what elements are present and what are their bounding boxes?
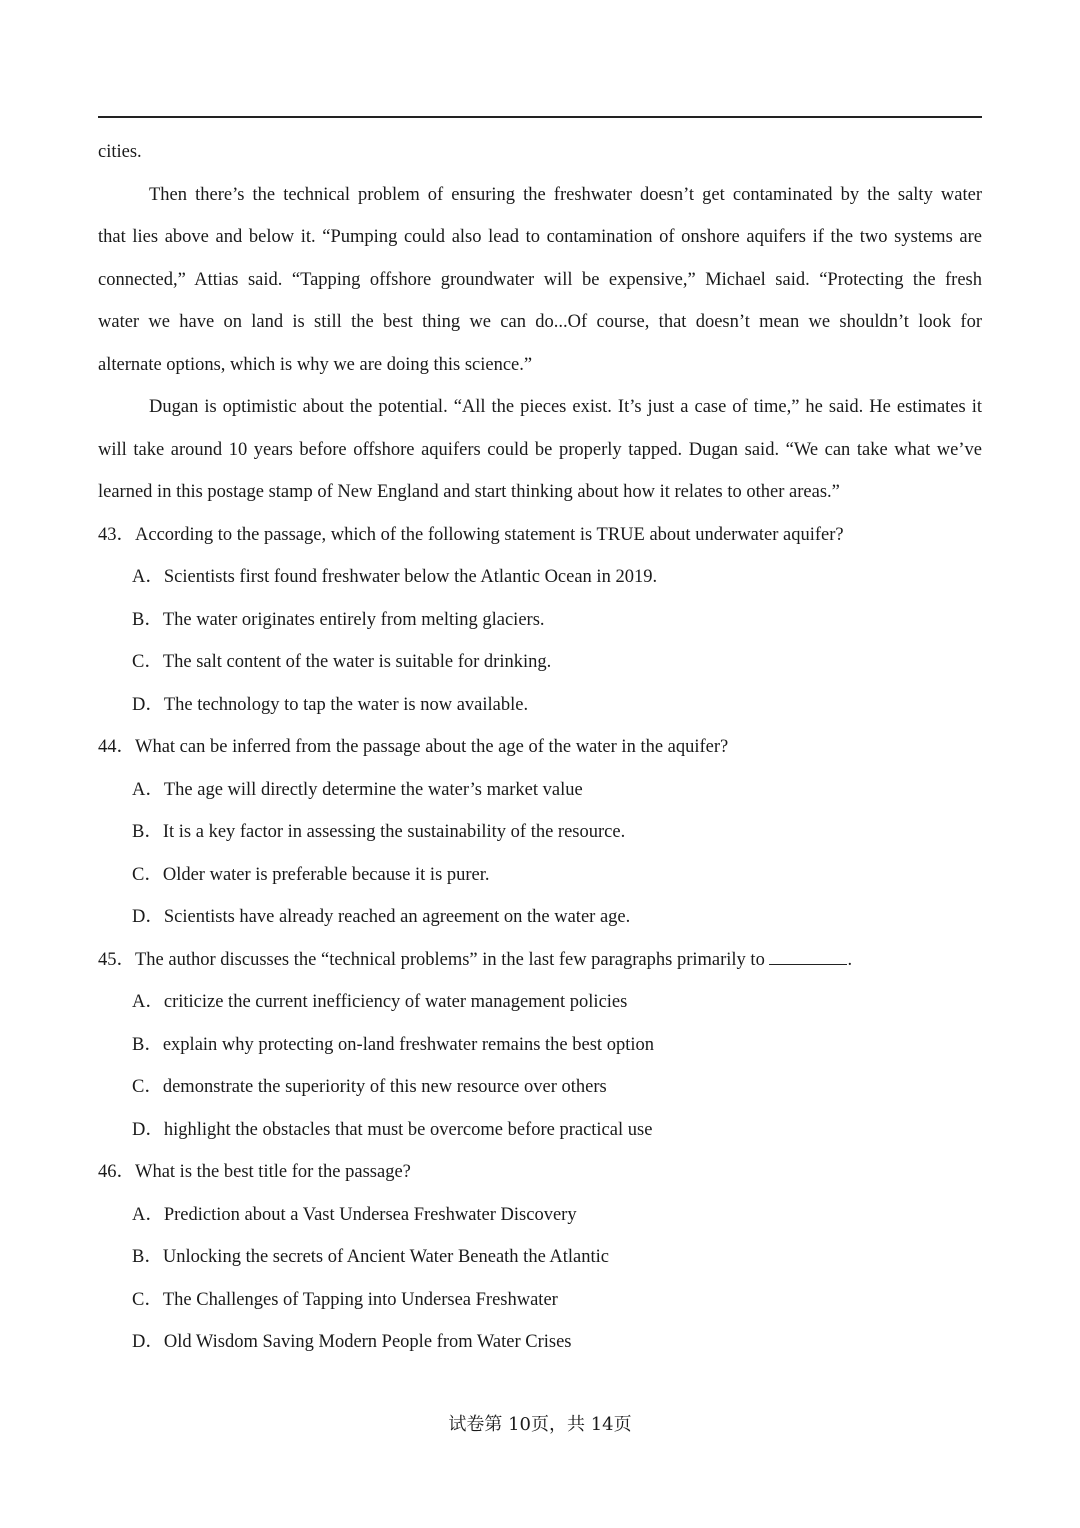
option-c: C．The Challenges of Tapping into Undersea Freshwater bbox=[132, 1289, 558, 1310]
option-d: D．highlight the obstacles that must be overcome before practical use bbox=[132, 1119, 653, 1140]
question-stem-row bbox=[98, 939, 982, 982]
option-d: D．The technology to tap the water is now available. bbox=[132, 694, 529, 715]
option-b: B．Unlocking the secrets of Ancient Water Beneath the Atlantic bbox=[132, 1247, 609, 1267]
option-a: A．criticize the current inefficiency of water management policies bbox=[132, 992, 628, 1012]
option-b: B．It is a key factor in assessing the sustainability of the resource. bbox=[132, 822, 626, 842]
passage-line: that lies above and below it. “Pumping could also lead to contamination of onshore aquifers if the two systems are bbox=[98, 227, 982, 247]
question-stem-end: . bbox=[847, 949, 853, 970]
passage-line: connected,” Attias said. “Tapping offshore groundwater will be expensive,” Michael said. “Protecting the fresh bbox=[98, 269, 982, 290]
question-stem: 46．What is the best title for the passage? bbox=[98, 1162, 411, 1182]
option-a: A．Scientists first found freshwater below the Atlantic Ocean in 2019. bbox=[132, 567, 658, 587]
question-46 bbox=[98, 1151, 982, 1364]
passage-line: Dugan is optimistic about the potential. “All the pieces exist. It’s just a case of time,” he said. He estimates it bbox=[149, 397, 982, 417]
reading-passage bbox=[98, 131, 982, 514]
header-rule bbox=[98, 116, 982, 118]
option-c: C．The salt content of the water is suitable for drinking. bbox=[132, 652, 552, 672]
question-44 bbox=[98, 726, 982, 939]
option-d: D．Scientists have already reached an agreement on the water age. bbox=[132, 907, 631, 927]
option-a: A．The age will directly determine the water’s market value bbox=[132, 779, 583, 800]
option-b: B．explain why protecting on-land freshwater remains the best option bbox=[132, 1034, 654, 1055]
page-footer: 试卷第 10页，共 14页 bbox=[448, 1414, 632, 1435]
option-b: B．The water originates entirely from melting glaciers. bbox=[132, 609, 545, 630]
option-c: C．demonstrate the superiority of this new resource over others bbox=[132, 1077, 607, 1097]
option-d: D．Old Wisdom Saving Modern People from Water Crises bbox=[132, 1332, 572, 1352]
paragraph-technical-problem bbox=[98, 174, 982, 387]
passage-line: water we have on land is still the best thing we can do...Of course, that doesn’t mean we shouldn’t look for bbox=[98, 312, 982, 332]
passage-line: Then there’s the technical problem of ensuring the freshwater doesn’t get contaminated by the salty water bbox=[149, 184, 982, 205]
option-a: A．Prediction about a Vast Undersea Freshwater Discovery bbox=[132, 1204, 577, 1225]
passage-line: learned in this postage stamp of New England and start thinking about how it relates to other areas.” bbox=[98, 482, 840, 502]
question-45 bbox=[98, 939, 982, 1152]
question-stem: 45．The author discusses the “technical problems” in the last few paragraphs primarily to bbox=[98, 949, 765, 970]
question-43 bbox=[98, 514, 982, 727]
answer-blank bbox=[769, 948, 847, 965]
passage-line: will take around 10 years before offshore aquifers could be properly tapped. Dugan said. “We can take what we’ve bbox=[98, 439, 982, 460]
page-content bbox=[98, 131, 982, 1364]
passage-line: alternate options, which is why we are doing this science.” bbox=[98, 354, 533, 375]
question-stem: 44．What can be inferred from the passage about the age of the water in the aquifer? bbox=[98, 737, 729, 757]
paragraph-dugan-optimistic bbox=[98, 386, 982, 514]
question-stem: 43．According to the passage, which of the following statement is TRUE about underwater aquifer? bbox=[98, 524, 844, 545]
passage-line: cities. bbox=[98, 142, 142, 162]
option-c: C．Older water is preferable because it is purer. bbox=[132, 864, 490, 885]
